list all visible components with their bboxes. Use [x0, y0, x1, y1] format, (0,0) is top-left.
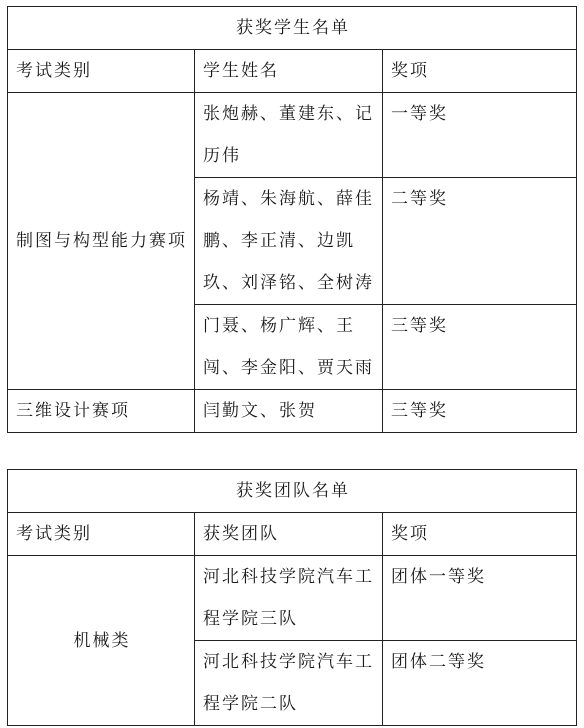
header-category: 考试类别: [8, 513, 195, 556]
award-cell: 二等奖: [383, 178, 577, 305]
student-names-cell: 闫勤文、张贺: [195, 390, 383, 433]
students-table: [7, 6, 577, 433]
header-award: 奖项: [383, 513, 577, 556]
header-category: 考试类别: [8, 50, 195, 93]
table-row: [8, 556, 577, 641]
header-team: 获奖团队: [195, 513, 383, 556]
teams-table: [7, 469, 577, 726]
student-names-cell: 杨靖、朱海航、薛佳鹏、李正清、边凯玖、刘泽铭、全树涛: [195, 178, 383, 305]
award-cell: 团体二等奖: [383, 641, 577, 726]
students-title: 获奖学生名单: [8, 7, 577, 50]
table-row: [8, 390, 577, 433]
team-cell: 河北科技学院汽车工程学院二队: [195, 641, 383, 726]
award-cell: 一等奖: [383, 93, 577, 178]
award-cell: 三等奖: [383, 305, 577, 390]
category-cell: 三维设计赛项: [8, 390, 195, 433]
header-student-name: 学生姓名: [195, 50, 383, 93]
teams-title-row: [8, 470, 577, 513]
award-cell: 三等奖: [383, 390, 577, 433]
team-cell: 河北科技学院汽车工程学院三队: [195, 556, 383, 641]
student-names-cell: 门聂、杨广辉、王闯、李金阳、贾天雨: [195, 305, 383, 390]
student-names-cell: 张炮赫、董建东、记历伟: [195, 93, 383, 178]
students-header-row: [8, 50, 577, 93]
award-cell: 团体一等奖: [383, 556, 577, 641]
teams-header-row: [8, 513, 577, 556]
teams-title: 获奖团队名单: [8, 470, 577, 513]
header-award: 奖项: [383, 50, 577, 93]
category-cell: 制图与构型能力赛项: [8, 93, 195, 390]
students-title-row: [8, 7, 577, 50]
table-row: [8, 93, 577, 178]
category-cell: 机械类: [8, 556, 195, 726]
